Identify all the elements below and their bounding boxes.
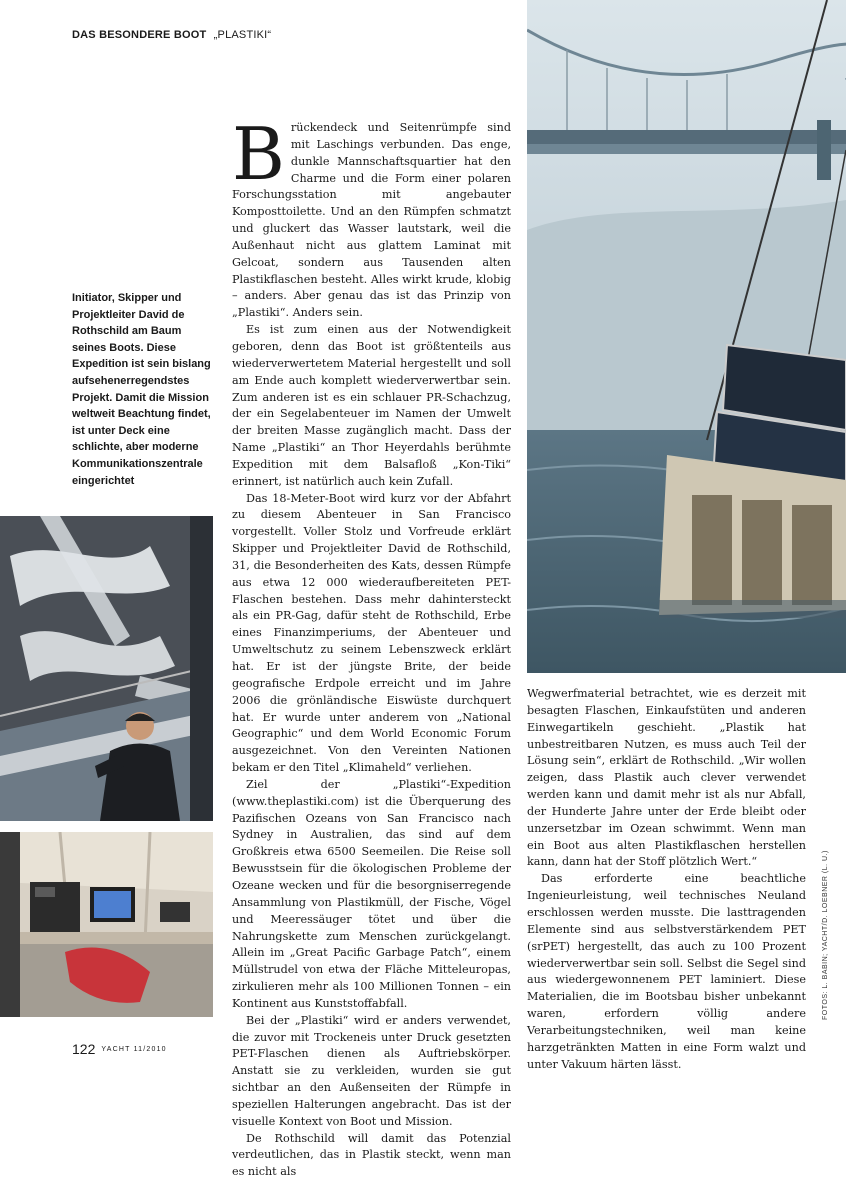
page-footer — [72, 1041, 167, 1059]
photo-skipper-at-boom — [0, 516, 213, 821]
photo-plastiki-hull — [527, 0, 846, 673]
paragraph-3: Das 18-Meter-Boot wird kurz vor der Abfahrt zu diesem Abenteuer in San Francisco vorgestellt. Voller Stolz und Vorfreude erklärt Skipper und Projektleiter David de Rothschild, 31, die Besonderheiten des Kats, dessen Rümpfe aus etwa 12 000 wiederaufbereiteten PET-Flaschen bestehen. Dass mehr dahintersteckt als ein PR-Gag, dafür steht de Rothschild, Erbe eines Finanzimperiums, der Abenteuer und Umweltschutz zu seinem Lebenszweck erklärt hat. Er ist der jüngste Brite, der beide geografische Erdpole erreicht und im Jahre 2006 die grönländische Eiswüste durchquert hat. Er wurde unter anderem von „National Geographic“ und dem World Economic Forum ausgezeichnet. Von den Vereinten Nationen bekam er den Titel „Klimaheld“ verliehen. — [232, 491, 511, 775]
photo-communication-center — [0, 832, 213, 1017]
paragraph-6: De Rothschild will damit das Potenzial verdeutlichen, das in Plastik steckt, wenn man es nicht als — [232, 1131, 511, 1179]
section-subject: „PLASTIKI“ — [213, 29, 272, 41]
text-column-2 — [527, 686, 806, 1071]
skipper-photo-illustration — [0, 516, 213, 821]
page-number: 122 — [72, 1041, 96, 1057]
paragraph-1 — [232, 112, 511, 322]
section-title: DAS BESONDERE BOOT — [72, 29, 207, 41]
paragraph-1-text: rückendeck und Seitenrümpfe sind mit Laschings verbunden. Das enge, dunkle Mannschaftsquartier hat den Charme und die Form einer polaren Forschungsstation mit angebauter Komposttoilette. Und an den Rümpfen schmatzt und gluckert das Wasser lautstark, weil die Außenhaut nicht aus glattem Laminat mit Gelcoat, sondern aus Tausenden alten Plastikflaschen besteht. Alles wirkt krude, klobig – anders. Aber genau das ist das Prinzip von „Plastiki“. Anders sein. — [232, 121, 511, 320]
paragraph-4: Ziel der „Plastiki“-Expedition (www.theplastiki.com) ist die Überquerung des Pazifischen Ozeans von San Francisco nach Sydney in Australien, das sind auf dem Großkreis etwa 6500 Seemeilen. Die Reise soll Bewusstsein für die ökologischen Probleme der Ozeane wecken und für die besorgniserregende Ansammlung von Plastikmüll, der Fische, Vögel und Meeressäuger tötet und über die Nahrungskette zum Menschen zurückgelangt. Allein im „Great Pacific Garbage Patch“, einem Müllstrudel von etwa der Fläche Mitteleuropas, zirkulieren mehr als 100 Millionen Tonnen – ein Kontinent aus Kunststoffabfall. — [232, 777, 511, 1010]
page-header — [72, 29, 271, 41]
paragraph-8: Das erforderte eine beachtliche Ingenieurleistung, weil technisches Neuland erschlossen werden musste. Die lasttragenden Elemente sind aus selbstverstärkendem PET (srPET) hergestellt, das auch zu 100 Prozent wiederverwertbar sein soll. Selbst die Segel sind aus wiedergewonnenem PET laminiert. Diese Materialien, die im Bootsbau bisher unbekannt waren, erfordern völlig andere Verarbeitungstechniken, weil man keine harzgetränkten Matten in eine Form walzt und unter Vakuum härten lässt. — [527, 872, 806, 1071]
paragraph-5: Bei der „Plastiki“ wird er anders verwendet, die zuvor mit Trockeneis unter Druck gesetzten PET-Flaschen dienen als Auftriebskörper. Anstatt sie zu verkleiden, wurden sie gut sichtbar an den Außenseiten der Rümpfe in speziellen Halterungen angebracht. Das ist der visuelle Kontext von Boot und Mission. — [232, 1013, 511, 1128]
photo-caption: Initiator, Skipper und Projektleiter David de Rothschild am Baum seines Boots. Diese Expedition ist sein bislang aufsehenerregendstes Projekt. Damit die Mission weltweit Beachtung findet, ist unter Deck eine schlichte, aber moderne Kommunikationszentrale eingerichtet — [72, 292, 211, 487]
magazine-issue: YACHT 11/2010 — [101, 1046, 167, 1053]
comm-center-illustration — [0, 832, 213, 1017]
paragraph-2: Es ist zum einen aus der Notwendigkeit geboren, denn das Boot ist größtenteils aus wiederverwertetem Material hergestellt und soll am Ende auch komplett wiederverwertbar sein. Zum anderen ist es ein schlauer PR-Schachzug, der ein Segelabenteuer im Namen der Umwelt der breiten Masse zugänglich macht. Dass der Name „Plastiki“ an Thor Heyerdahls berühmte Expedition mit dem Balsafloß „Kon-Tiki“ erinnert, ist natürlich auch kein Zufall. — [232, 323, 511, 488]
dropcap: B — [232, 112, 285, 196]
paragraph-7: Wegwerfmaterial betrachtet, wie es derzeit mit besagten Flaschen, Einkaufstüten und anderen Einwegartikeln geschieht. „Plastik hat unbestreitbaren Nutzen, es muss auch Teil der Lösung sein“, erklärt de Rothschild. „Wir wollen zeigen, dass Plastik auch clever verwendet werden kann und damit mehr ist als nur Abfall, der Hunderte Jahre unter der Erde bleibt oder unzersetzbar im Ozean schwimmt. Wenn man ein Boot aus alten Plastikflaschen herstellen kann, dann hat der Stoff plötzlich Wert.“ — [527, 687, 806, 869]
photo-credit: FOTOS: L. BABIN; YACHT/D. LOEBNER (L. U.) — [822, 850, 829, 1020]
text-column-1 — [232, 112, 511, 1179]
hull-photo-illustration — [527, 0, 846, 673]
